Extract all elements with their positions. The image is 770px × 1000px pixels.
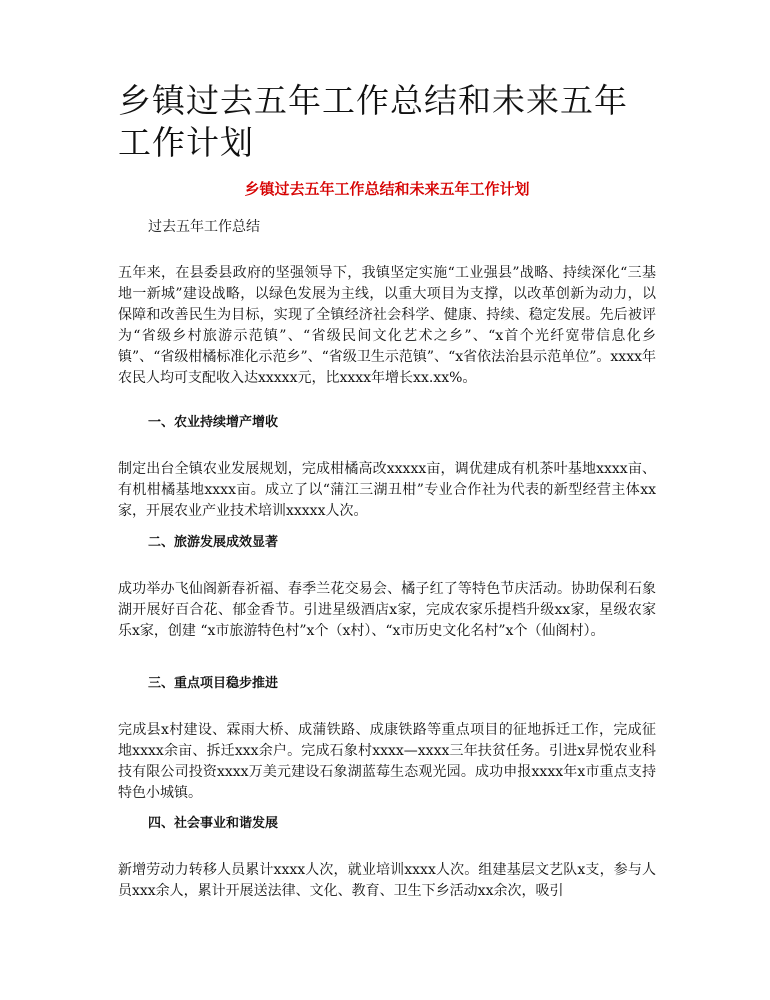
intro-label: 过去五年工作总结 — [148, 219, 260, 235]
section-heading-tourism: 二、旅游发展成效显著 — [148, 535, 279, 550]
section-body-tourism: 成功举办飞仙阁新春祈福、春季兰花交易会、橘子红了等特色节庆活动。协助保利石象湖开展好百合花、郁金香节。引进星级酒店x家，完成农家乐提档升级xx家，星级农家乐x家，创建 “x市旅游特色村”x个（x村）、“x市历史文化名村”x个（仙阁村）。 — [118, 581, 656, 639]
section-heading-social: 四、社会事业和谐发展 — [148, 816, 279, 831]
section-heading-projects: 三、重点项目稳步推进 — [148, 676, 279, 691]
intro-paragraph: 五年来，在县委县政府的坚强领导下，我镇坚定实施“工业强县”战略、持续深化“三基地一新城”建设战略，以绿色发展为主线，以重大项目为支撑，以改革创新为动力，以保障和改善民生为目标，实现了全镇经济社会科学、健康、持续、稳定发展。先后被评为“省级乡村旅游示范镇”、“省级民间文化艺术之乡”、“x首个光纤宽带信息化乡镇”、“省级柑橘标准化示范乡”、“省级卫生示范镇”、“x省依法治县示范单位”。xxxx年农民人均可支配收入达xxxxx元，比xxxx年增长xx.xx%。 — [118, 265, 656, 386]
section-body-agriculture: 制定出台全镇农业发展规划，完成柑橘高改xxxxx亩，调优建成有机茶叶基地xxxx亩、有机柑橘基地xxxx亩。成立了以“蒲江三湖丑柑”专业合作社为代表的新型经营主体xx家，开展农业产业技术培训xxxxx人次。 — [118, 461, 656, 519]
section-heading-agriculture: 一、农业持续增产增收 — [148, 415, 279, 430]
section-body-projects: 完成县x村建设、霖雨大桥、成蒲铁路、成康铁路等重点项目的征地拆迁工作，完成征地xxxx余亩、拆迁xxx余户。完成石象村xxxx—xxxx三年扶贫任务。引进x昇悦农业科技有限公司投资xxxx万美元建设石象湖蓝莓生态观光园。成功申报xxxx年x市重点支持特色小城镇。 — [118, 722, 656, 801]
document-title: 乡镇过去五年工作总结和未来五年工作计划 — [118, 81, 628, 162]
section-body-social: 新增劳动力转移人员累计xxxx人次，就业培训xxxx人次。组建基层文艺队x支，参与人员xxx余人，累计开展送法律、文化、教育、卫生下乡活动xx余次，吸引 — [118, 862, 656, 899]
document-subtitle: 乡镇过去五年工作总结和未来五年工作计划 — [244, 180, 530, 198]
